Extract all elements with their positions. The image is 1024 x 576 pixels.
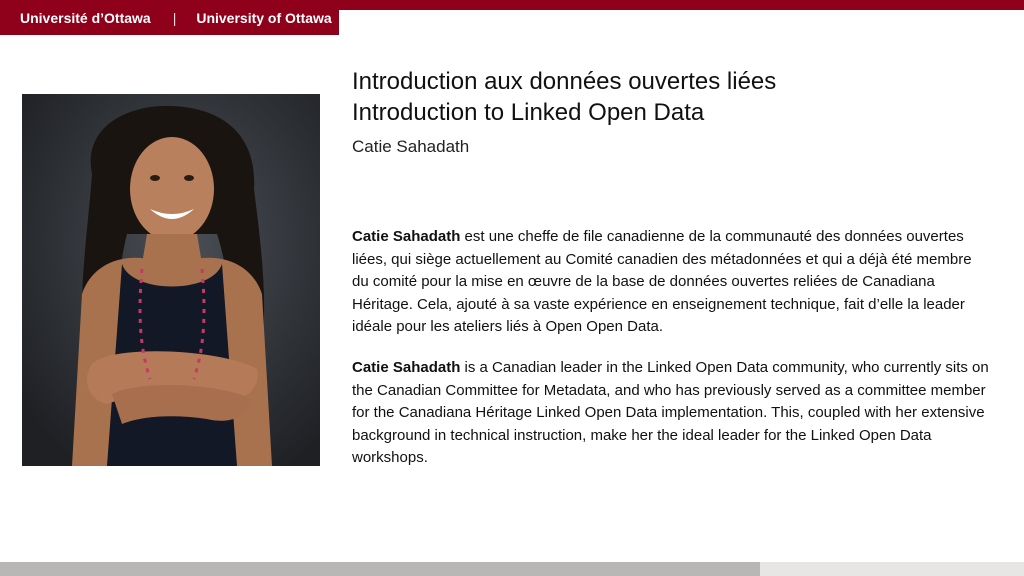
bio-en-text: is a Canadian leader in the Linked Open Data community, who currently sits on the Canadian Committee for Metadata, and who has previously served as a committee member for the Canadiana Héritage Linked Open Data implementation. This, coupled with her extensive background in technical instruction, make her the ideal leader for the Linked Open Data workshops. — [352, 359, 989, 466]
speaker-photo — [22, 94, 320, 466]
university-name-en: University of Ottawa — [196, 9, 332, 26]
speaker-name: Catie Sahadath — [352, 137, 470, 156]
brand-separator: | — [172, 9, 177, 26]
speaker-portrait-image — [22, 94, 320, 466]
bio-french — [352, 226, 992, 339]
title-english: Introduction to Linked Open Data — [352, 99, 705, 126]
university-brand-banner[interactable] — [0, 0, 339, 35]
bio-en-name: Catie Sahadath — [352, 359, 461, 376]
university-name-fr: Université d’Ottawa — [20, 9, 151, 26]
bio-english — [352, 357, 992, 470]
slide-title — [352, 66, 776, 128]
bio-fr-name: Catie Sahadath — [352, 228, 461, 245]
title-french: Introduction aux données ouvertes liées — [352, 68, 777, 95]
bio-fr-text: est une cheffe de file canadienne de la communauté des données ouvertes liées, qui siège actuellement au Comité canadien des métadonnées et qui a déjà été membre du comité pour la mise en œuvre de la base de données ouvertes reliées de Canadiana Héritage. Cela, ajouté à sa vaste expérience en enseignement technique, fait d’elle la leader idéale pour les ateliers liés à Open Open Data. — [352, 228, 972, 335]
footer-bar-light — [760, 562, 1024, 576]
